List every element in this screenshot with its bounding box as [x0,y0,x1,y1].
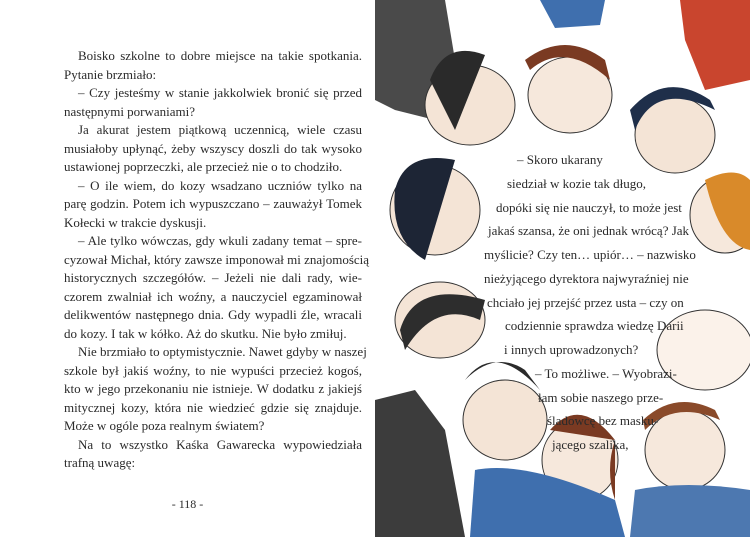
text-line: siedział w kozie tak długo, [507,176,646,191]
text-line: łam sobie naszego prze- [538,390,664,405]
text-line: do kozy. I tak w kółko. Aż do skutku. Nie było zmiłuj. [64,325,347,341]
text-line: dopóki się nie nauczył, to może jest [496,200,682,215]
face [525,45,612,133]
text-line: Ja akurat jestem piątkową uczennicą, wiele czasu [78,122,362,137]
blue-shirt [630,485,750,537]
face [425,51,515,145]
text-line: nieżyjącego dyrektora najwyraźniej nie [484,271,689,286]
text-line: cyzował Michał, który zawsze imponował mi znajomością [64,251,370,267]
text-line: myślicie? Czy ten… upiór… – nazwisko [484,247,696,262]
text-line: jącego szalika, [552,437,629,452]
right-page [375,0,750,537]
text-line: Boisko szkolne to dobre miejsce na takie spotkania. [78,48,362,63]
children-faces-illustration [375,0,750,537]
dark-hair-scribble [375,390,465,537]
text-line: Pytanie brzmiało: [64,66,157,82]
text-line: Na to wszystko Kaśka Gawarecka wypowiedziała [78,436,362,452]
text-line: – O ile wiem, do kozy wsadzano uczniów tylko na [78,177,362,193]
text-line: trafną uwagę: [64,455,136,470]
face [395,282,485,358]
text-line: i innych uprowadzonych? [504,342,639,357]
text-line: mitycznej kozy, która nie wiedzieć gdzie się znajduje. [64,399,362,415]
page-number: - 118 - [171,497,204,511]
text-line: Nie brzmiało to optymistycznie. Nawet gdyby w naszej [78,344,367,359]
text-line: jakaś szansa, że oni jednak wrócą? Jak [488,223,690,238]
text-line: – Czy jesteśmy w stanie jakkolwiek bronić się przed [78,85,362,100]
text-line: delikwentów następnego dnia. Gdy wypadli źle, wracali [64,307,362,322]
blue-shirt [540,0,605,28]
text-line: następnymi porwaniami? [64,103,196,119]
text-line: – To możliwe. – Wyobrazi- [535,366,677,381]
text-line: Może w ogóle poza realnym światem? [64,418,265,433]
text-line: chciało jej przejść przez usta – czy on [487,295,684,310]
text-line: – Skoro ukarany [517,152,603,167]
text-line: musiałoby upłynąć, żeby wszyscy doszli do tak wysoko [64,140,362,156]
text-line: – Ale tylko wówczas, gdy wkuli zadany temat – spre- [78,233,362,248]
text-line: codziennie sprawdza wiedzę Darii [505,318,684,333]
text-line: śladowcę bez masku- [547,413,659,428]
left-page-text [64,47,370,473]
face [630,87,715,173]
text-line: historycznych szczegółów. – Jeżeli nie dali rady, wie- [64,270,362,285]
text-line: czorem zwalniał ich woźny, a nauczyciel egzaminował [64,288,362,304]
text-line: ustawionej poprzeczki, ale przecież nie o to chodziło. [64,159,343,174]
face [390,158,480,260]
text-line: kto w jego przekonaniu nie istnieje. W dodatku z jakiejś [64,381,362,396]
text-line: Kołecki w trakcie dyskusji. [64,214,207,230]
text-line: parę godzin. Potem ich wypuszczano – zauważył Tomek [64,196,362,211]
text-line: szkole był jakiś woźny, to nie wypuści przecież kogoś, [64,362,362,378]
red-shirt [680,0,750,90]
face [690,173,750,254]
